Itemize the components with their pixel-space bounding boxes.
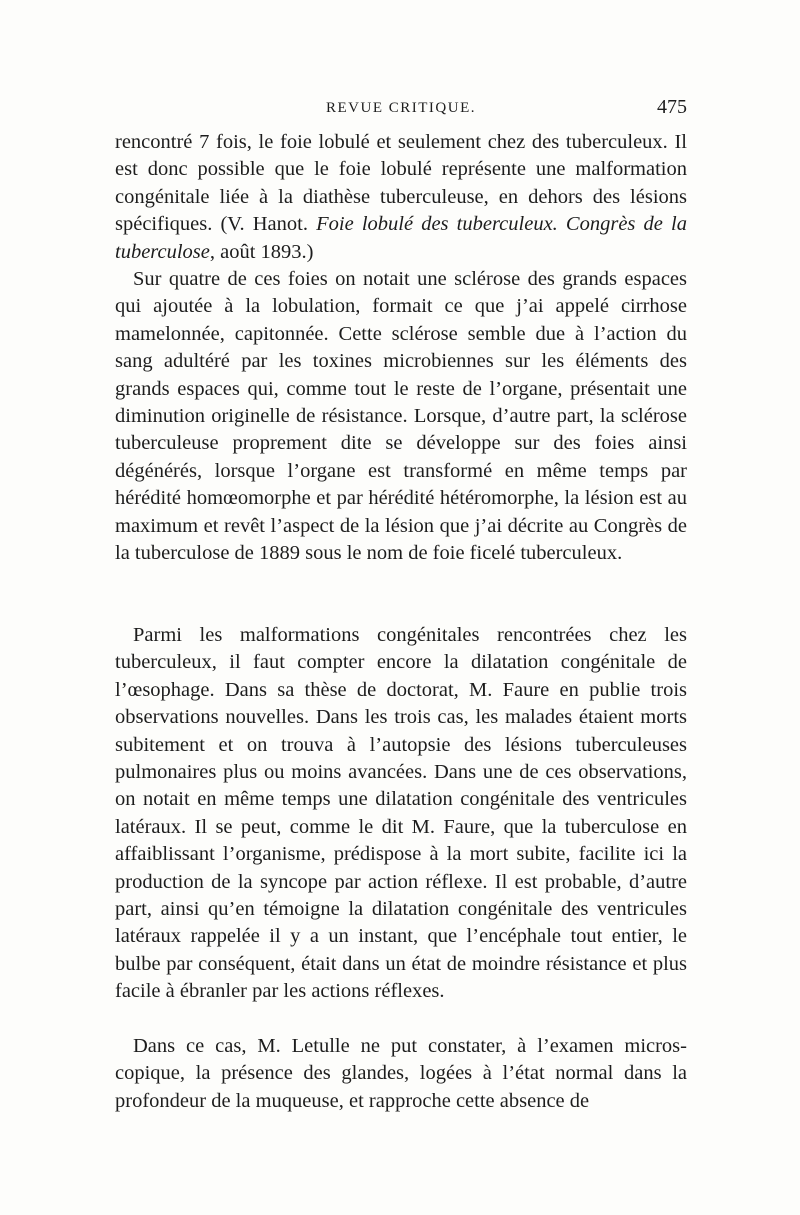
text-block-middle: [115, 622, 687, 1006]
paragraph-1-italic-reference: Foie lobulé des tuberculeux. Congrès de la tuberculose: [115, 213, 687, 263]
paragraph-2: Sur quatre de ces foies on notait une sclérose des grands espaces qui ajoutée à la lobulation, formait ce que j’ai appelé cirrhose mamelonnée, capitonnée. Cette sclérose semble due à l’action du sang adultéré par les toxines microbiennes sur les éléments des grands espaces qui, comme tout le reste de l’organe, présentait une diminution originelle de résistance. Lorsque, d’autre part, la sclérose tuberculeuse proprement dite se développe sur des foies ainsi dégénérés, lorsque l’organe est transformé en même temps par hérédité homœomorphe et par hérédité hétéromorphe, la lésion est au maximum et revêt l’aspect de la lésion que j’ai décrite au Congrès de la tuberculose de 1889 sous le nom de foie ficelé tuberculeux.: [115, 268, 687, 565]
running-title: REVUE CRITIQUE.: [326, 100, 476, 116]
paragraph-1-text-a: rencontré 7 fois, le foie lobulé et seulement chez des tuberculeux. Il est donc possible que le foie lobulé représente une malformation congénitale liée à la diathèse tuberculeuse, en dehors des lésions spécifiques. (V. Hanot.: [115, 131, 687, 236]
text-block-top: [115, 129, 687, 568]
paragraph-1-text-b: , août 1893.): [209, 240, 314, 263]
paragraph-1: [115, 129, 687, 266]
text-block-bottom: [115, 1033, 687, 1115]
paragraph-3: Parmi les malformations congénitales rencontrées chez les tuberculeux, il faut compter encore la dilatation congénitale de l’œsophage. Dans sa thèse de doctorat, M. Faure en publie trois observations nouvelles. Dans les trois cas, les malades étaient morts subitement et on trouva à l’autopsie des lésions tuberculeuses pulmonaires plus ou moins avancées. Dans une de ces observations, on notait en même temps une dilatation congénitale des ventricules latéraux. Il se peut, comme le dit M. Faure, que la tuberculose en affaiblissant l’organisme, prédispose à la mort subite, facilite ici la production de la syncope par action réflexe. Il est probable, d’autre part, ainsi qu’en témoigne la dilatation congénitale des ventricules latéraux rappelée il y a un instant, que l’encéphale tout entier, le bulbe par conséquent, était dans un état de moindre résistance et plus facile à ébranler par les actions réflexes.: [115, 624, 687, 1003]
running-header: [115, 96, 687, 120]
page-number: 475: [657, 96, 687, 118]
paragraph-4: Dans ce cas, M. Letulle ne put constater, à l’examen microscopique, la présence des glandes, logées à l’état normal dans la profondeur de la muqueuse, et rapproche cette absence de: [115, 1035, 687, 1112]
